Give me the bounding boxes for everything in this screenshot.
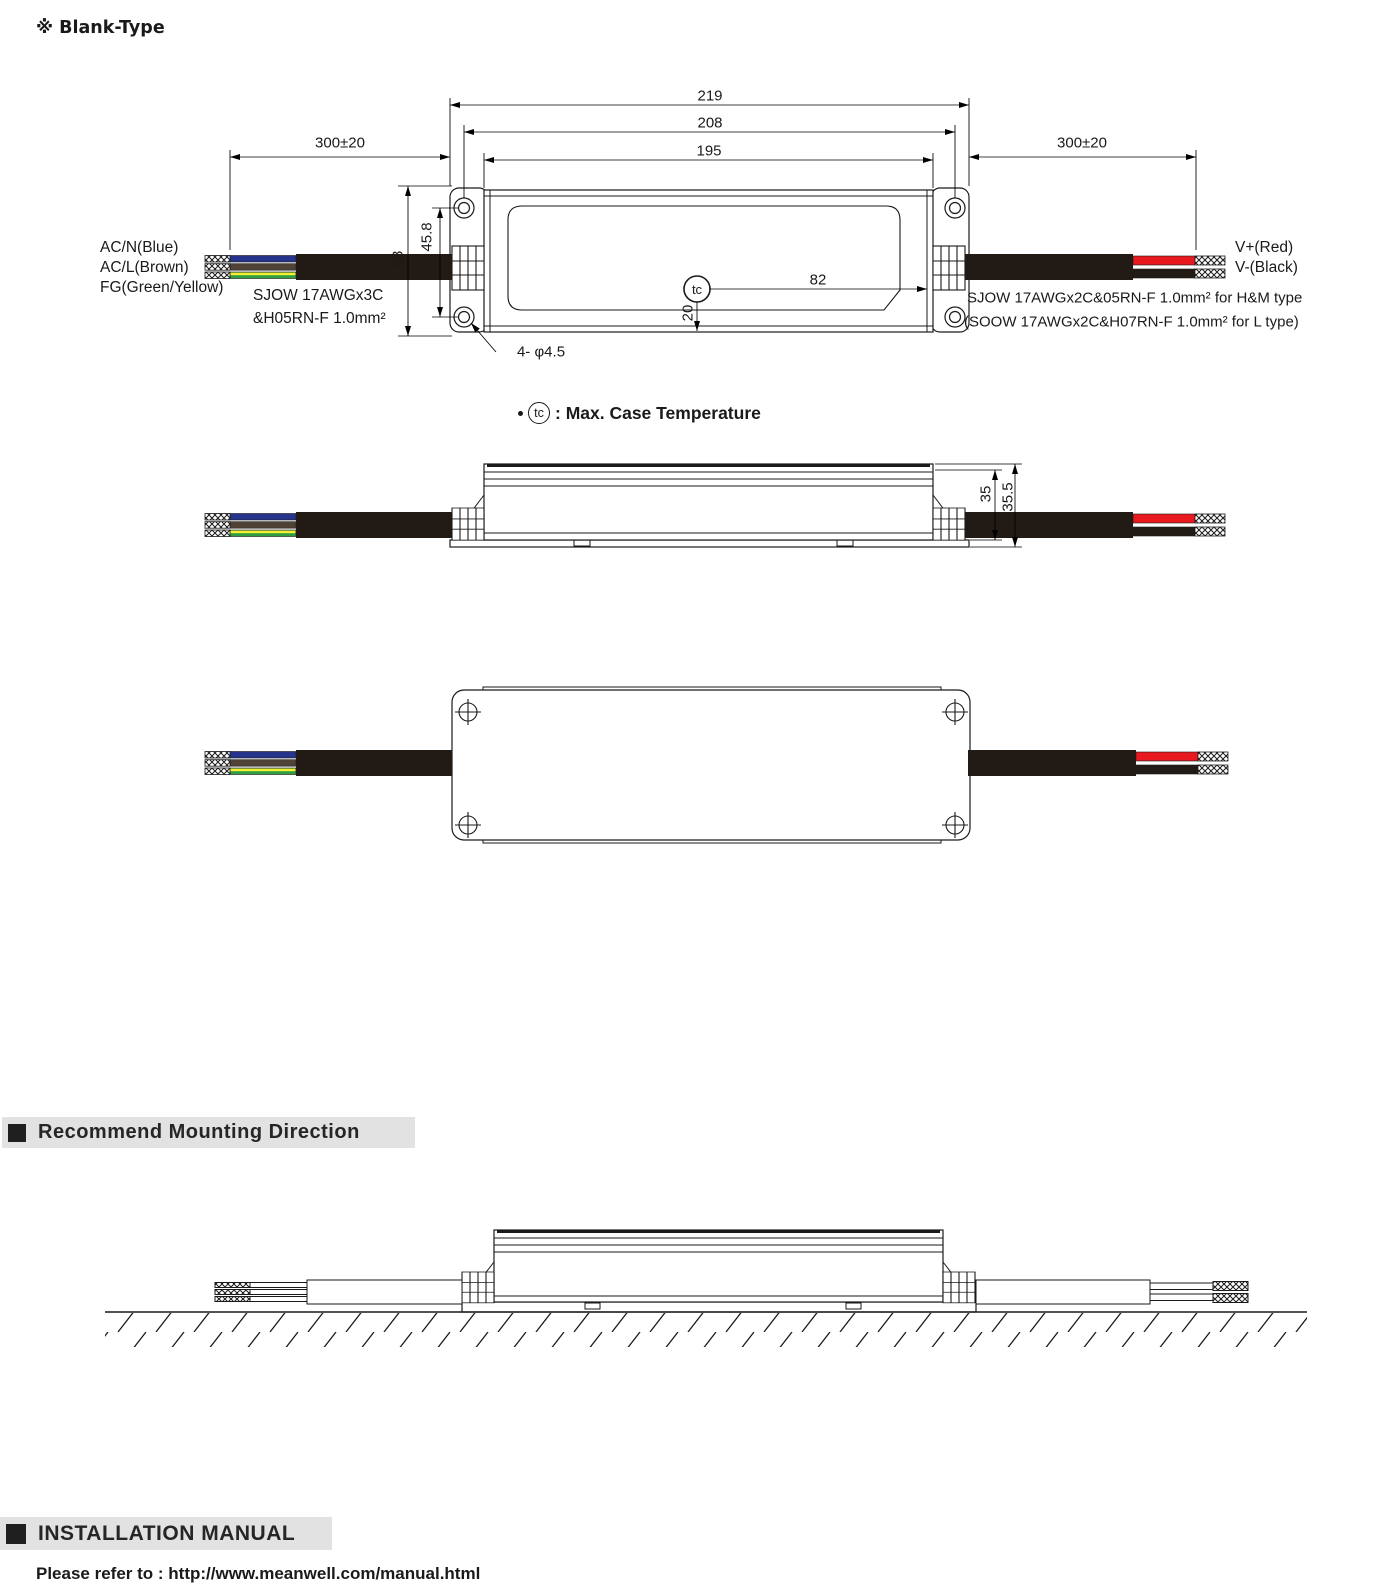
dim-overall-height: 35.5 [999,482,1017,512]
dim-output-cable-length: 300±20 [1057,134,1107,152]
output-wire-outline [976,1280,1248,1304]
input-cable-spec-line1: SJOW 17AWGx3C [253,287,384,304]
dim-tc-offset-x: 82 [809,271,827,289]
bottom-view-drawing [205,687,1228,843]
dim-flange-width: 63 [389,250,407,268]
cable-gland-left [452,508,484,540]
output-cable-spec-line1: SJOW 17AWGx2C&05RN-F 1.0mm² for H&M type [967,289,1303,307]
dim-hole-pitch-width: 45.8 [418,222,436,252]
dim-mounting-holes-callout: 4- φ4.5 [516,343,566,361]
cable-gland-right [933,246,965,290]
input-label-acl: AC/L(Brown) [100,259,189,276]
case-body-top [484,190,933,332]
input-label-acn: AC/N(Blue) [100,239,179,256]
side-view-drawing [205,464,1225,547]
case-body-side [484,464,933,540]
cable-gland-right [933,508,965,540]
mounting-view-drawing [105,1230,1307,1347]
dim-input-cable-length: 300±20 [315,134,365,152]
mounting-heading-text: Recommend Mounting Direction [38,1121,360,1143]
dim-hole-pitch-length: 208 [697,114,723,132]
installation-heading-text: INSTALLATION MANUAL [38,1521,296,1545]
input-cable-spec-line2: &H05RN-F 1.0mm² [253,310,386,327]
tc-note-text: : Max. Case Temperature [555,402,761,423]
tc-symbol-badge: tc [528,402,550,424]
input-label-fg: FG(Green/Yellow) [100,279,224,296]
output-cable-spec-line2: (SOOW 17AWGx2C&H07RN-F 1.0mm² for L type) [964,313,1299,331]
case-body-mounted [494,1230,943,1302]
output-label-vminus: V-(Black) [1235,259,1298,276]
bullet-dot [518,411,523,416]
section-bullet-square [8,1124,26,1142]
page-title: ※ Blank-Type [36,18,165,38]
dim-body-length: 195 [696,142,722,160]
tc-note [518,402,761,424]
output-label-vplus: V+(Red) [1235,239,1294,256]
installation-manual-url: Please refer to : http://www.meanwell.com/manual.html [36,1564,481,1583]
input-wire-outline [215,1280,462,1304]
cable-gland-right [943,1272,975,1303]
tc-point-symbol: tc [691,282,703,297]
case-body-bottom [452,690,970,840]
mounting-section-heading [2,1117,415,1148]
cable-gland-left [462,1272,494,1303]
dim-overall-length: 219 [697,87,723,105]
dim-body-height: 35 [977,485,995,503]
ground-hatching [105,1313,1307,1347]
cable-gland-left [452,246,484,290]
dim-tc-offset-y: 20 [679,304,697,322]
installation-section-heading [0,1517,332,1550]
section-bullet-square [6,1524,26,1544]
